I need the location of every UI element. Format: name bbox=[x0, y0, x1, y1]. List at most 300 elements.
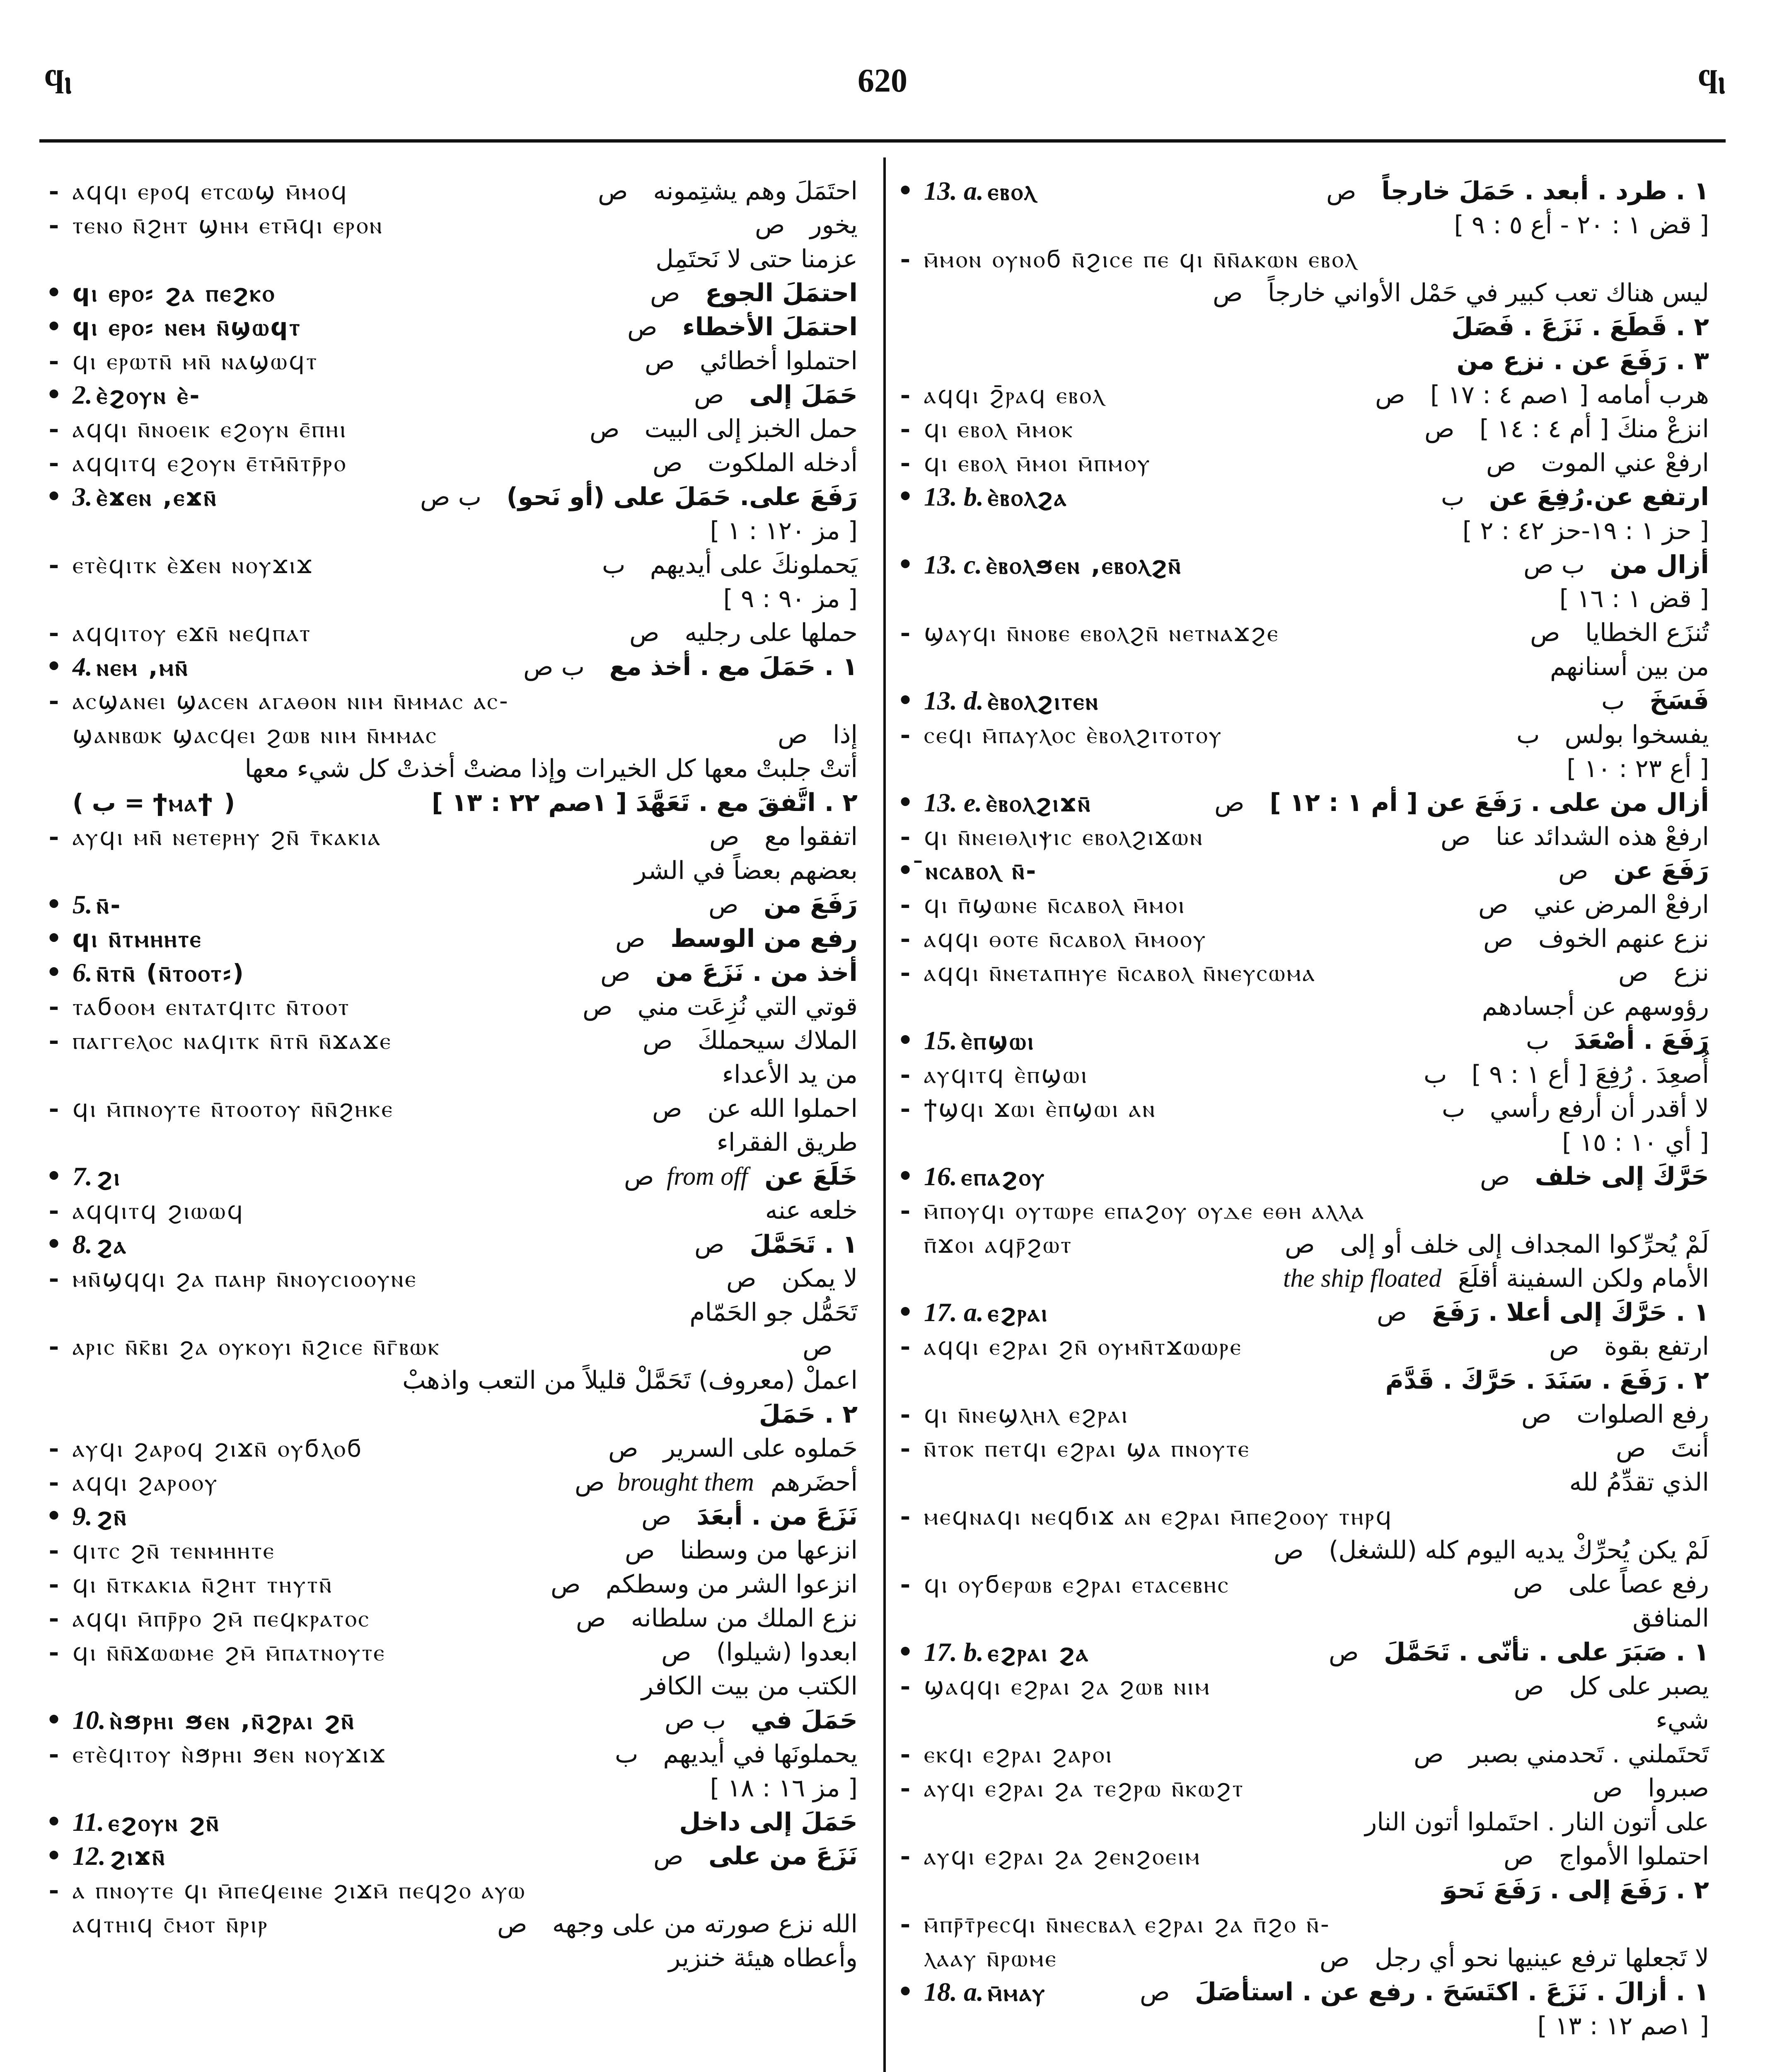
arabic-gloss: أنتَ bbox=[1671, 1434, 1709, 1463]
dash-marker: - bbox=[48, 1434, 59, 1463]
coptic-text bbox=[924, 854, 1037, 888]
entry-line bbox=[895, 1295, 1713, 1329]
dialect-siglum: ص bbox=[653, 1842, 684, 1871]
entry-number: 7. bbox=[73, 1162, 92, 1191]
entry-line bbox=[895, 1261, 1713, 1295]
entry-line bbox=[44, 548, 862, 582]
entry-number: 3. bbox=[73, 482, 92, 511]
arabic-gloss: ١ . طرد . أبعد . حَمَلَ خارجاً bbox=[1381, 177, 1709, 206]
entry-line bbox=[895, 1329, 1713, 1363]
entry-line bbox=[44, 1092, 862, 1126]
entry-line bbox=[895, 1771, 1713, 1805]
dialect-siglum: ب bbox=[602, 550, 626, 579]
coptic-text bbox=[73, 412, 347, 446]
coptic-phrase: ⲙⲉϥⲛⲁϥⲓ ⲛⲉϥϭⲓϫ ⲁⲛ ⲉϩⲣⲁⲓ ⲙ̄ⲡⲉϩⲟⲟⲩ ⲧⲏⲣϥ bbox=[924, 1502, 1393, 1530]
arabic-gloss: يَحملونكَ على أيديهم bbox=[650, 550, 858, 579]
coptic-phrase: ϥⲓ ⲛ̄ⲛⲉⲓⲑⲗⲓⲯⲓⲥ ⲉⲃⲟⲗϩⲓϫⲱⲛ bbox=[924, 823, 1204, 851]
entry-number: 5. bbox=[73, 890, 92, 919]
coptic-text bbox=[73, 1839, 166, 1874]
coptic-phrase: ϥⲓ ⲉⲃⲟⲗ ⲙ̄ⲙⲟⲕ bbox=[924, 415, 1074, 443]
coptic-text bbox=[924, 1295, 1049, 1330]
entry-line bbox=[44, 684, 862, 718]
arabic-gloss: حَمَلَ إلى bbox=[749, 380, 858, 409]
arabic-gloss: [ قض ١ : ٢٠ - أع ٥ : ٩ ] bbox=[1454, 211, 1709, 240]
coptic-text bbox=[73, 480, 218, 514]
entry-number: 15. bbox=[924, 1026, 957, 1055]
dialect-siglum: ص bbox=[575, 1468, 605, 1497]
dash-marker: - bbox=[48, 618, 59, 647]
coptic-text bbox=[73, 956, 245, 990]
dash-marker: - bbox=[900, 1332, 911, 1361]
coptic-phrase: ⲁⲣⲓⲥ ⲛ̄ⲕ̄ⲃⲓ ϩⲁ ⲟⲩⲕⲟⲩⲓ ⲛ̄ϩⲓⲥⲉ ⲛ̄ⲅ̄ⲃⲱⲕ bbox=[73, 1332, 441, 1360]
dialect-siglum: ص bbox=[1616, 1434, 1646, 1463]
dialect-siglum: ص bbox=[1478, 890, 1509, 919]
bullet-marker: • bbox=[897, 1978, 914, 2007]
coptic-phrase: ⲉϩⲣⲁⲓ bbox=[988, 1299, 1049, 1327]
entry-line bbox=[44, 582, 862, 616]
coptic-text bbox=[73, 548, 314, 582]
arabic-gloss: اتفقوا مع bbox=[764, 822, 858, 851]
arabic-gloss: عزمنا حتى لا نَحتَمِل bbox=[655, 244, 858, 274]
dash-marker: - bbox=[48, 1536, 59, 1565]
entry-line bbox=[44, 1771, 862, 1805]
arabic-gloss: وأعطاه هيئة خنزير bbox=[668, 1944, 858, 1973]
coptic-phrase: ⲉϩⲣⲁⲓ ϩⲁ bbox=[988, 1639, 1090, 1667]
arabic-gloss: لا أقدر أن أرفع رأسي bbox=[1489, 1094, 1709, 1123]
header-rule bbox=[39, 139, 1726, 143]
arabic-gloss: الله نزع صورته من على وجهه bbox=[552, 1910, 858, 1939]
entry-number: 13. c. bbox=[924, 550, 982, 579]
entry-line bbox=[895, 1839, 1713, 1873]
coptic-text bbox=[73, 344, 318, 378]
arabic-gloss: قوتي التي نُزِعَت مني bbox=[637, 992, 858, 1021]
dash-marker: - bbox=[48, 1094, 59, 1123]
dialect-siglum: ب bbox=[1442, 1094, 1465, 1123]
arabic-gloss: أزال من bbox=[1610, 550, 1709, 579]
arabic-gloss: على أتون النار . احتَملوا أتون النار bbox=[1365, 1808, 1709, 1837]
entry-line bbox=[895, 1024, 1713, 1058]
coptic-text bbox=[924, 1941, 1057, 1975]
arabic-gloss: نَزَعَ من على bbox=[708, 1842, 858, 1871]
arabic-gloss: رفع عصاً على bbox=[1568, 1570, 1709, 1599]
coptic-phrase: ⲁϥϥⲓ ϩⲁⲣⲟⲟⲩ bbox=[73, 1468, 219, 1496]
arabic-gloss: حَرَّكَ إلى خلف bbox=[1535, 1162, 1709, 1191]
dialect-siglum: ص bbox=[615, 924, 646, 953]
dash-marker: - bbox=[48, 1876, 59, 1905]
entry-line bbox=[44, 650, 862, 684]
entry-line bbox=[895, 446, 1713, 480]
entry-line bbox=[44, 820, 862, 854]
entry-line bbox=[895, 684, 1713, 718]
arabic-gloss: ٣ . رَفَعَ عن . نزع من bbox=[1456, 346, 1709, 375]
entry-line bbox=[895, 514, 1713, 548]
entry-line bbox=[44, 1465, 862, 1499]
entry-line bbox=[44, 242, 862, 276]
coptic-text bbox=[73, 1227, 128, 1262]
coptic-phrase: ⲁϥϥⲓ ⲉⲣⲟϥ ⲉⲧⲥⲱϣ ⲙ̄ⲙⲟϥ bbox=[73, 177, 349, 205]
entry-line bbox=[44, 1703, 862, 1737]
coptic-text bbox=[924, 1329, 1243, 1363]
coptic-text bbox=[924, 412, 1074, 446]
arabic-gloss: انزعها من وسطنا bbox=[679, 1536, 858, 1565]
arabic-gloss: رفع الصلوات bbox=[1576, 1400, 1709, 1429]
entry-line bbox=[895, 956, 1713, 990]
entry-line bbox=[44, 1397, 862, 1431]
coptic-text bbox=[924, 922, 1207, 956]
coptic-phrase: ̄ⲛⲥⲁⲃⲟⲗ ⲛ̄- bbox=[924, 857, 1038, 885]
coptic-phrase: ⲁ ⲡⲛⲟⲩⲧⲉ ϥⲓ ⲙ̄ⲡⲉϥⲉⲓⲛⲉ ϩⲓϫⲙ̄ ⲡⲉϥϩⲟ ⲁⲩⲱ bbox=[73, 1876, 527, 1904]
coptic-text bbox=[924, 1397, 1129, 1431]
arabic-gloss: المنافق bbox=[1632, 1604, 1709, 1633]
entry-line bbox=[44, 1941, 862, 1975]
coptic-phrase: ⲉⲕϥⲓ ⲉϩⲣⲁⲓ ϩⲁⲣⲟⲓ bbox=[924, 1740, 1113, 1768]
entry-line bbox=[44, 174, 862, 208]
entry-line bbox=[44, 1839, 862, 1873]
dialect-siglum: ص bbox=[694, 1230, 725, 1259]
entry-line bbox=[44, 310, 862, 344]
dialect-siglum: ص bbox=[1513, 1570, 1543, 1599]
dash-marker: - bbox=[48, 346, 59, 375]
arabic-gloss: رفع من الوسط bbox=[670, 924, 858, 953]
coptic-phrase: ⲡⲁⲅⲅⲉⲗⲟⲥ ⲛⲁϥⲓⲧⲕ ⲛ̄ⲧⲛ̄ ⲛ̄ϫⲁϫⲉ bbox=[73, 1026, 392, 1055]
dialect-siglum: ب ص bbox=[665, 1706, 726, 1735]
coptic-phrase: ϥⲓ ⲉⲣⲱⲧⲛ̄ ⲙⲛ̄ ⲛⲁϣⲱϥⲧ bbox=[73, 347, 319, 375]
dash-marker: - bbox=[48, 1264, 59, 1293]
bullet-marker: • bbox=[46, 1706, 62, 1735]
bullet-marker: • bbox=[46, 652, 62, 681]
english-gloss: from off bbox=[667, 1162, 748, 1191]
bullet-marker: • bbox=[46, 1842, 62, 1871]
coptic-phrase: ϥⲓ ⲉⲃⲟⲗ ⲙ̄ⲙⲟⲓ ⲙ̄ⲡⲙⲟⲩ bbox=[924, 449, 1151, 477]
arabic-gloss: أحضَرهم bbox=[770, 1468, 858, 1497]
coptic-text bbox=[73, 1737, 387, 1771]
arabic-gloss: يحملونَها في أيديهم bbox=[663, 1740, 858, 1769]
entry-line bbox=[44, 1227, 862, 1261]
entry-line bbox=[895, 922, 1713, 956]
arabic-gloss: تُنزَع الخطايا bbox=[1585, 618, 1709, 647]
coptic-text bbox=[73, 310, 302, 344]
arabic-gloss: من بين أسنانهم bbox=[1550, 652, 1709, 681]
bullet-marker: • bbox=[897, 1638, 914, 1667]
dash-marker: - bbox=[48, 686, 59, 715]
dash-marker: - bbox=[48, 1604, 59, 1633]
bullet-marker: • bbox=[46, 890, 62, 919]
arabic-gloss: صبروا bbox=[1648, 1774, 1709, 1803]
dash-marker: - bbox=[900, 1672, 911, 1701]
coptic-phrase: ϥⲓ ⲉⲣⲟ⸗ ⲛⲉⲙ ⲛ̄ϣⲱϥⲧ bbox=[73, 313, 302, 341]
entry-line bbox=[895, 1635, 1713, 1669]
coptic-text bbox=[924, 820, 1204, 854]
arabic-gloss: هرب أمامه [ ١صم ٤ : ١٧ ] bbox=[1430, 380, 1709, 409]
arabic-gloss: احتملوا الأمواج bbox=[1559, 1842, 1709, 1871]
coptic-text bbox=[924, 616, 1279, 650]
dash-marker: - bbox=[48, 1332, 59, 1361]
coptic-text bbox=[924, 1058, 1088, 1092]
coptic-text bbox=[73, 650, 189, 684]
arabic-gloss: ارفعْ هذه الشدائد عنا bbox=[1495, 822, 1709, 851]
coptic-phrase: ϩⲓ bbox=[97, 1163, 121, 1191]
entry-number: 11. bbox=[73, 1807, 104, 1837]
coptic-phrase: ⲛ̄ⲧⲛ̄ (ⲛ̄ⲧⲟⲟⲧ⸗) bbox=[97, 959, 245, 987]
coptic-phrase: ϯϣϥⲓ ϫⲱⲓ ⲉ̀ⲡϣⲱⲓ ⲁⲛ bbox=[924, 1094, 1156, 1123]
coptic-phrase: ⲁⲩϥⲓ ϩⲁⲣⲟϥ ϩⲓϫⲛ̄ ⲟⲩϭⲗⲟϭ bbox=[73, 1434, 363, 1462]
coptic-phrase: ⲁϥϥⲓⲧϥ ⲉϩⲟⲩⲛ ⲉ̄ⲧⲙ̄ⲛ̄ⲧⲣ̄ⲣⲟ bbox=[73, 449, 347, 477]
coptic-phrase: ϣⲁⲩϥⲓ ⲛ̄ⲛⲟⲃⲉ ⲉⲃⲟⲗϩⲛ̄ ⲛⲉⲧⲛⲁϫϩⲉ bbox=[924, 619, 1280, 647]
entry-line bbox=[44, 616, 862, 650]
coptic-phrase: ⲁϥϥⲓ ⲑⲟⲧⲉ ⲛ̄ⲥⲁⲃⲟⲗ ⲙ̄ⲙⲟⲟⲩ bbox=[924, 925, 1207, 953]
coptic-text bbox=[73, 378, 201, 412]
coptic-phrase: ϥⲓ ⲟⲩϭⲉⲣⲱⲃ ⲉϩⲣⲁⲓ ⲉⲧⲁⲥⲉⲃⲏⲥ bbox=[924, 1570, 1230, 1598]
arabic-gloss: احتَمَلَ وهم يشتِمونه bbox=[653, 177, 858, 206]
arabic-gloss: خَلَعَ عن bbox=[764, 1162, 858, 1191]
dash-marker: - bbox=[900, 448, 911, 477]
arabic-gloss: انزعْ منكَ [ أم ٤ : ١٤ ] bbox=[1479, 414, 1709, 443]
entry-line bbox=[44, 956, 862, 990]
coptic-phrase: ⲉϩⲟⲩⲛ ϩⲛ̄ bbox=[108, 1808, 220, 1837]
coptic-text bbox=[73, 1329, 440, 1363]
coptic-phrase: ⲁϥϥⲓ ⲙ̄ⲡⲣ̄ⲣⲟ ϩⲙ̄ ⲡⲉϥⲕⲣⲁⲧⲟⲥ bbox=[73, 1604, 370, 1632]
arabic-gloss: ارتفع بقوة bbox=[1604, 1332, 1709, 1361]
coptic-text bbox=[73, 888, 122, 922]
coptic-text bbox=[924, 378, 1105, 412]
entry-line bbox=[895, 1126, 1713, 1159]
dash-marker: - bbox=[900, 1842, 911, 1871]
entry-line bbox=[44, 1567, 862, 1601]
dash-marker: - bbox=[900, 1740, 911, 1769]
dialect-siglum: ص bbox=[1514, 1672, 1544, 1701]
bullet-marker: • bbox=[46, 1502, 62, 1531]
entry-line bbox=[44, 1261, 862, 1295]
dialect-siglum: ص bbox=[1285, 1230, 1315, 1259]
arabic-gloss: [ ١صم ١٢ : ١٣ ] bbox=[1537, 2011, 1709, 2041]
entry-line bbox=[895, 1805, 1713, 1839]
coptic-phrase: ⲁⲩϥⲓ ⲉϩⲣⲁⲓ ϩⲁ ⲧⲉϩⲣⲱ ⲛ̄ⲕⲱϩⲧ bbox=[924, 1774, 1245, 1802]
bullet-marker: • bbox=[897, 1026, 914, 1055]
entry-line bbox=[44, 922, 862, 956]
coptic-text bbox=[73, 718, 438, 752]
bullet-marker: • bbox=[897, 1162, 914, 1191]
entry-line bbox=[895, 1397, 1713, 1431]
arabic-gloss: ارتفع عن.رُفِعَ عن bbox=[1489, 482, 1709, 511]
bullet-marker: • bbox=[897, 177, 914, 206]
entry-line bbox=[895, 650, 1713, 684]
coptic-text bbox=[924, 684, 1099, 718]
coptic-text bbox=[73, 208, 383, 242]
coptic-text bbox=[73, 1024, 392, 1058]
entry-number: 13. a. bbox=[924, 176, 984, 206]
entry-number: 6. bbox=[73, 958, 92, 987]
entry-number: 13. e. bbox=[924, 788, 982, 817]
coptic-text bbox=[73, 1805, 220, 1840]
coptic-text bbox=[924, 1907, 1331, 1941]
arabic-gloss: ابعدوا (شيلوا) bbox=[716, 1638, 858, 1667]
dialect-siglum: ص bbox=[1549, 1332, 1579, 1361]
english-gloss: the ship floated bbox=[1283, 1264, 1442, 1293]
coptic-text bbox=[73, 1907, 269, 1941]
entry-line bbox=[895, 582, 1713, 616]
entry-line bbox=[44, 1669, 862, 1703]
entry-line bbox=[895, 276, 1713, 310]
coptic-phrase: ⲉⲃⲟⲗ bbox=[988, 177, 1037, 206]
coptic-text bbox=[924, 1669, 1211, 1703]
entry-line bbox=[895, 990, 1713, 1024]
entry-line bbox=[895, 1941, 1713, 1975]
bullet-marker: • bbox=[897, 550, 914, 579]
dialect-siglum: ب bbox=[615, 1740, 638, 1769]
coptic-phrase: ⲁϥϥⲓ ⲉϩⲣⲁⲓ ϩⲛ̄ ⲟⲩⲙⲛ̄ⲧϫⲱⲱⲣⲉ bbox=[924, 1332, 1243, 1360]
entry-line bbox=[44, 718, 862, 752]
dialect-siglum: ص bbox=[624, 1162, 654, 1191]
coptic-text bbox=[924, 786, 1092, 820]
dialect-siglum: ص bbox=[590, 414, 620, 443]
coptic-phrase: ⲙ̄ⲙⲁⲩ bbox=[988, 1978, 1047, 2007]
dialect-siglum: ص bbox=[803, 1332, 833, 1361]
arabic-gloss: خلعه عنه bbox=[765, 1196, 858, 1225]
entry-number: 17. a. bbox=[924, 1297, 984, 1327]
arabic-gloss: لَمْ يُحرِّكوا المجداف إلى خلف أو إلى bbox=[1340, 1230, 1709, 1259]
arabic-gloss: [ مز ١٦ : ١٨ ] bbox=[710, 1774, 858, 1803]
dialect-siglum: ص bbox=[1320, 1944, 1350, 1973]
running-head-left: ϥⲓ bbox=[45, 62, 72, 101]
coptic-phrase: ⲧⲉⲛⲟ ⲛ̄ϩⲏⲧ ϣⲏⲙ ⲉⲧⲙ̄ϥⲓ ⲉⲣⲟⲛ bbox=[73, 211, 384, 239]
entry-line bbox=[895, 412, 1713, 446]
dash-marker: - bbox=[900, 1196, 911, 1225]
dialect-siglum: ص bbox=[1326, 177, 1356, 206]
entry-number: 8. bbox=[73, 1230, 92, 1259]
coptic-phrase: ϥⲓ ⲡ̄ϣⲱⲛⲉ ⲛ̄ⲥⲁⲃⲟⲗ ⲙ̄ⲙⲟⲓ bbox=[924, 891, 1186, 919]
dialect-siglum: ص bbox=[1486, 448, 1516, 477]
arabic-gloss: الملاك سيحملكَ bbox=[697, 1026, 858, 1055]
dash-marker: - bbox=[48, 1570, 59, 1599]
dash-marker: - bbox=[48, 1468, 59, 1497]
dialect-siglum: ص bbox=[608, 1434, 638, 1463]
arabic-gloss: الكتب من بيت الكافر bbox=[641, 1672, 858, 1701]
entry-line bbox=[895, 888, 1713, 922]
dialect-siglum: ص bbox=[1377, 1298, 1407, 1327]
arabic-gloss: احملوا الله عن bbox=[707, 1094, 858, 1123]
arabic-gloss: انزعوا الشر من وسطكم bbox=[605, 1570, 858, 1599]
dialect-siglum: ص bbox=[629, 618, 660, 647]
arabic-gloss: اعملْ (معروف) تَحَمَّلْ قليلاً من التعب واذهبْ bbox=[402, 1366, 858, 1395]
dialect-siglum: ص bbox=[755, 211, 785, 240]
arabic-gloss: أتتْ جلبتْ معها كل الخيرات وإذا مضتْ أخذتْ كل شيء معها bbox=[244, 754, 858, 783]
coptic-text bbox=[73, 1499, 128, 1534]
coptic-text bbox=[73, 990, 350, 1024]
dash-marker: - bbox=[900, 958, 911, 987]
arabic-gloss: رَفَعَ من bbox=[764, 890, 858, 919]
bullet-marker: • bbox=[46, 1162, 62, 1191]
entry-line bbox=[44, 1126, 862, 1159]
entry-line bbox=[895, 820, 1713, 854]
arabic-gloss: يفسخوا بولس bbox=[1564, 720, 1709, 749]
coptic-phrase: ⲁϥϥⲓ ϩ̄ⲣⲁϥ ⲉⲃⲟⲗ bbox=[924, 381, 1105, 409]
dash-marker: - bbox=[900, 1910, 911, 1939]
coptic-phrase: ϥⲓ ⲛ̄ⲧⲕⲁⲕⲓⲁ ⲛ̄ϩⲏⲧ ⲧⲏⲩⲧⲛ̄ bbox=[73, 1570, 333, 1598]
coptic-text bbox=[924, 480, 1068, 514]
arabic-gloss: احتمَلَ الأخطاء bbox=[682, 312, 858, 341]
dialect-siglum: ص bbox=[1558, 856, 1588, 885]
arabic-gloss: بعضهم بعضاً في الشر bbox=[634, 856, 858, 885]
coptic-text bbox=[924, 1431, 1250, 1465]
dialect-siglum: ص bbox=[661, 1638, 691, 1667]
bullet-marker: • bbox=[46, 482, 62, 511]
entry-line bbox=[895, 854, 1713, 888]
dash-marker: - bbox=[900, 1570, 911, 1599]
coptic-text bbox=[73, 1703, 355, 1738]
dash-marker: - bbox=[48, 448, 59, 477]
entry-line bbox=[44, 1329, 862, 1363]
dialect-siglum: ب ص bbox=[420, 482, 482, 511]
coptic-phrase: ⲙ̄ⲡⲣ̄ⲧ̄ⲣⲉⲥϥⲓ ⲛ̄ⲛⲉⲥⲃⲁⲗ ⲉϩⲣⲁⲓ ϩⲁ ⲡ̄ϩⲟ ⲛ̄- bbox=[924, 1910, 1331, 1938]
entry-line bbox=[895, 242, 1713, 276]
dialect-siglum: ص bbox=[1618, 958, 1649, 987]
coptic-phrase: ⲛ̄- bbox=[97, 891, 122, 919]
arabic-gloss: رَفَعَ على. حَمَلَ على (أو نَحو) bbox=[506, 482, 858, 511]
dialect-siglum: ص bbox=[1483, 924, 1514, 953]
coptic-phrase: ( ب = ϯⲙⲁϯ ) bbox=[73, 789, 235, 817]
entry-line bbox=[44, 344, 862, 378]
dash-marker: - bbox=[900, 1060, 911, 1089]
entry-line bbox=[44, 1024, 862, 1058]
coptic-phrase: ⲙ̄ⲡⲟⲩϥⲓ ⲟⲩⲧⲱⲣⲉ ⲉⲡⲁϩⲟⲩ ⲟⲩⲇⲉ ⲉⲑⲏ ⲁⲗⲗⲁ bbox=[924, 1196, 1366, 1225]
coptic-phrase: ⲉ̀ϫⲉⲛ ,ⲉϫⲛ̄ bbox=[97, 483, 218, 511]
arabic-gloss: الأمام ولكن السفينة أقلَعَ bbox=[1458, 1264, 1709, 1293]
right-column bbox=[895, 174, 1713, 2043]
coptic-phrase: ⲥⲉϥⲓ ⲙ̄ⲡⲁⲩⲗⲟⲥ ⲉ̀ⲃⲟⲗϩⲓⲧⲟⲧⲟⲩ bbox=[924, 721, 1223, 749]
dialect-siglum: ص bbox=[652, 1094, 682, 1123]
coptic-text bbox=[924, 1024, 1035, 1058]
arabic-gloss: رَفَعَ عن bbox=[1613, 856, 1709, 885]
coptic-text bbox=[924, 1567, 1230, 1601]
coptic-phrase: ϩⲛ̄ bbox=[97, 1503, 128, 1531]
entry-line bbox=[895, 1363, 1713, 1397]
dash-marker: - bbox=[48, 1740, 59, 1769]
entry-line bbox=[895, 2009, 1713, 2043]
bullet-marker: • bbox=[46, 924, 62, 953]
coptic-phrase: ⲁϥϥⲓⲧϥ ϩⲓⲱⲱϥ bbox=[73, 1196, 245, 1225]
coptic-phrase: ⲁⲥϣⲁⲛⲉⲓ ϣⲁⲥⲉⲛ ⲁⲅⲁⲑⲟⲛ ⲛⲓⲙ ⲛ̄ⲙⲙⲁⲥ ⲁⲥ- bbox=[73, 687, 510, 715]
coptic-text bbox=[73, 684, 510, 718]
entry-line bbox=[895, 1159, 1713, 1193]
arabic-gloss: حَمَلَ إلى داخل bbox=[679, 1808, 858, 1837]
entry-line bbox=[44, 1193, 862, 1227]
dialect-siglum: ص bbox=[1375, 380, 1405, 409]
coptic-phrase: ⲁϥϥⲓ ⲛ̄ⲛⲟⲉⲓⲕ ⲉϩⲟⲩⲛ ⲉ̄ⲡⲏⲓ bbox=[73, 415, 348, 443]
dialect-siglum: ص bbox=[778, 720, 808, 749]
arabic-gloss: نَزَعَ من . أبعَدَ bbox=[696, 1502, 858, 1531]
dialect-siglum: ب bbox=[1441, 482, 1465, 511]
arabic-gloss: ٢ . رَفَعَ . سَنَدَ . حَرَّكَ . قَدَّمَ bbox=[1385, 1366, 1709, 1395]
entry-line bbox=[44, 276, 862, 310]
coptic-text bbox=[924, 1159, 1046, 1194]
entry-line bbox=[44, 752, 862, 786]
dash-marker: - bbox=[48, 414, 59, 443]
dash-marker: - bbox=[900, 1434, 911, 1463]
dash-marker: - bbox=[900, 924, 911, 953]
arabic-gloss: أدخله الملكوت bbox=[708, 448, 858, 477]
entry-number: 16. bbox=[924, 1162, 957, 1191]
coptic-phrase: ⲛ̄ⲧⲟⲕ ⲡⲉⲧϥⲓ ⲉϩⲣⲁⲓ ϣⲁ ⲡⲛⲟⲩⲧⲉ bbox=[924, 1434, 1250, 1462]
coptic-phrase: ⲉ̀ϩⲟⲩⲛ ⲉ̀- bbox=[97, 381, 201, 409]
entry-line bbox=[895, 548, 1713, 582]
entry-line bbox=[895, 208, 1713, 242]
arabic-gloss: احتملوا أخطائي bbox=[699, 346, 858, 375]
dash-marker: - bbox=[900, 1502, 911, 1531]
entry-line bbox=[44, 1431, 862, 1465]
bullet-marker: • bbox=[46, 958, 62, 987]
entry-line bbox=[895, 1873, 1713, 1907]
entry-line bbox=[895, 1907, 1713, 1941]
